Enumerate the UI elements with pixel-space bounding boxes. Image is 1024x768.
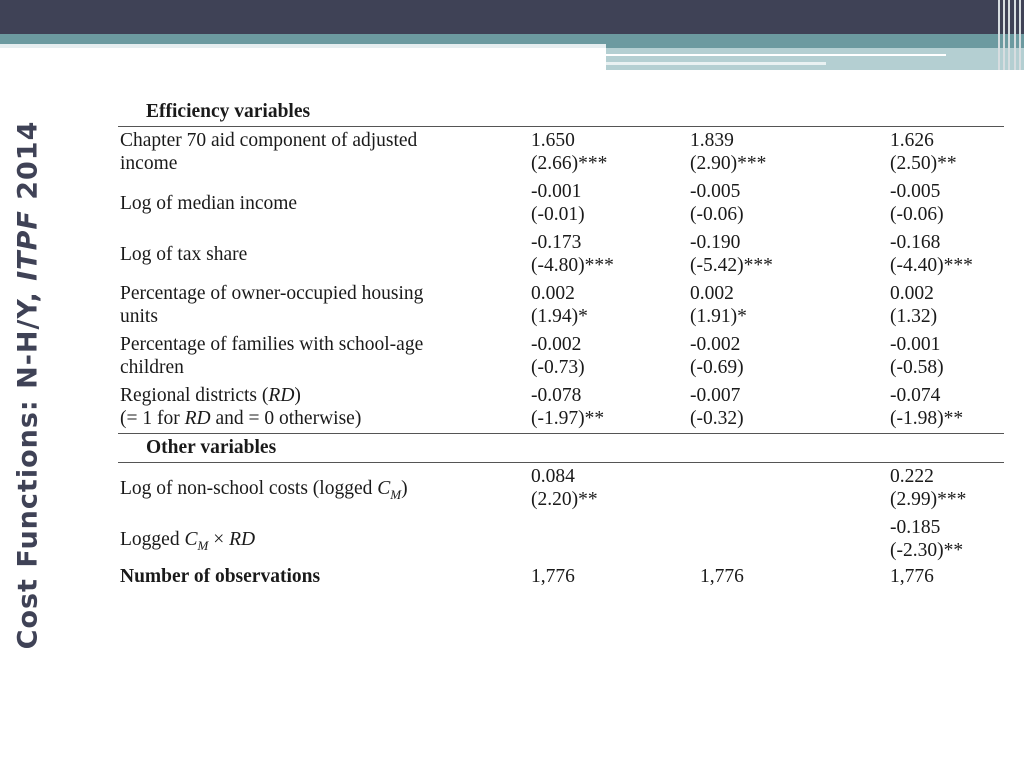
table-row: Regional districts (RD) (= 1 for RD and = 0 otherwise) -0.078 (-1.97)** -0.007 (-0.32) -0.074 (-1.98)** — [120, 385, 964, 429]
table-row: Log of tax share -0.173 (-4.80)*** -0.190 (-5.42)*** -0.168 (-4.40)*** — [120, 232, 973, 276]
header-divider — [0, 44, 606, 48]
table-row: Log of median income -0.001 (-0.01) -0.005 (-0.06) -0.005 (-0.06) — [120, 181, 944, 225]
header-line — [606, 54, 946, 56]
table-row: Chapter 70 aid component of adjusted income 1.650 (2.66)*** 1.839 (2.90)*** 1.626 (2.50)** — [120, 130, 957, 174]
table-row: Logged $C_M$ × RD -0.185 (-2.30)** — [120, 517, 964, 561]
section-heading-other: Other variables — [146, 437, 277, 458]
header-bar — [0, 0, 1024, 34]
table-row: Percentage of owner-occupied housing units 0.002 (1.94)* 0.002 (1.91)* 0.002 (1.32) — [120, 283, 938, 327]
table-row: Percentage of families with school-age children -0.002 (-0.73) -0.002 (-0.69) -0.001 (-0.58) — [120, 334, 944, 378]
header-light-band — [606, 48, 1024, 70]
observations-row: Number of observations 1,776 1,776 1,776 — [120, 566, 934, 587]
table-row: Log of non-school costs (logged $C_M$) 0.084 (2.20)** 0.222 (2.99)*** — [120, 466, 967, 510]
regression-table — [118, 98, 1004, 597]
header-stripes — [994, 0, 1024, 70]
header-line-2 — [606, 62, 826, 65]
section-heading-efficiency: Efficiency variables — [146, 101, 311, 122]
